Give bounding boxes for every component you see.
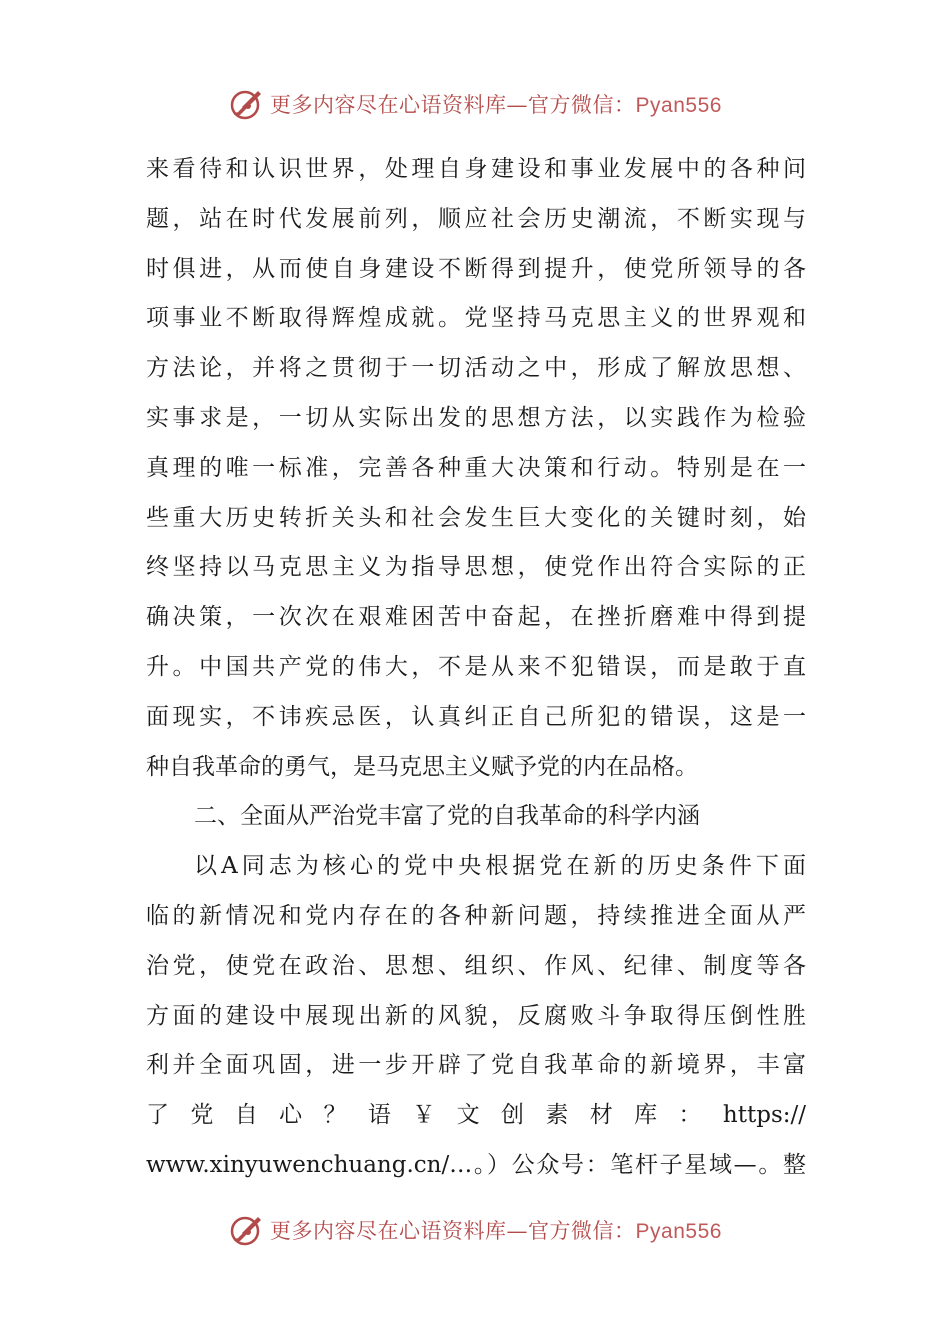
text-line: 以A同志为核心的党中央根据党在新的历史条件下面 — [194, 853, 806, 880]
wechat-id: Pyan556 — [635, 94, 722, 117]
text-line: 真理的唯一标准，完善各种重大决策和行动。特别是在一 — [146, 454, 806, 481]
text-line: 了 党 自 心 ？ 语 ￥ 文 创 素 材 库 ： https:// — [146, 1102, 806, 1129]
section-heading: 二、全面从严治党丰富了党的自我革命的科学内涵 — [194, 803, 700, 830]
footer-watermark-banner — [0, 1208, 950, 1252]
text-line: 治党，使党在政治、思想、组织、作风、纪律、制度等各 — [146, 952, 806, 979]
text-line: 确决策，一次次在艰难困苦中奋起，在挫折磨难中得到提 — [146, 604, 806, 631]
text-line: 临的新情况和党内存在的各种新问题，持续推进全面从严 — [146, 902, 806, 929]
text-line: 题，站在时代发展前列，顺应社会历史潮流，不断实现与 — [146, 205, 806, 232]
quill-logo-icon — [228, 85, 266, 123]
text-line: 升。中国共产党的伟大，不是从来不犯错误，而是敢于直 — [146, 653, 806, 680]
text-line: 利并全面巩固，进一步开辟了党自我革命的新境界，丰富 — [146, 1052, 806, 1079]
text-line: 项事业不断取得辉煌成就。党坚持马克思主义的世界观和 — [146, 305, 806, 332]
text-line: www.xinyuwenchuang.cn/…。）公众号：笔杆子星域—。整 — [146, 1151, 806, 1178]
text-line: 些重大历史转折关头和社会发生巨大变化的关键时刻，始 — [146, 504, 806, 531]
header-watermark-banner — [0, 82, 950, 126]
document-body — [146, 145, 806, 1191]
text-line: 终坚持以马克思主义为指导思想，使党作出符合实际的正 — [146, 554, 806, 581]
wechat-id: Pyan556 — [635, 1220, 722, 1243]
text-line: 来看待和认识世界，处理自身建设和事业发展中的各种问 — [146, 156, 806, 182]
quill-logo-icon — [228, 1211, 266, 1249]
text-line: 时俱进，从而使自身建设不断得到提升，使党所领导的各 — [146, 255, 806, 282]
banner-text: 更多内容尽在心语资料库—官方微信：Pyan556 — [270, 93, 722, 117]
banner-text: 更多内容尽在心语资料库—官方微信：Pyan556 — [270, 1219, 722, 1243]
text-line: 实事求是，一切从实际出发的思想方法，以实践作为检验 — [146, 404, 806, 431]
text-line: 种自我革命的勇气，是马克思主义赋予党的内在品格。 — [146, 753, 698, 780]
text-line: 方法论，并将之贯彻于一切活动之中，形成了解放思想、 — [146, 355, 806, 382]
text-line: 方面的建设中展现出新的风貌，反腐败斗争取得压倒性胜 — [146, 1002, 806, 1029]
text-line: 面现实，不讳疾忌医，认真纠正自己所犯的错误，这是一 — [146, 703, 806, 730]
